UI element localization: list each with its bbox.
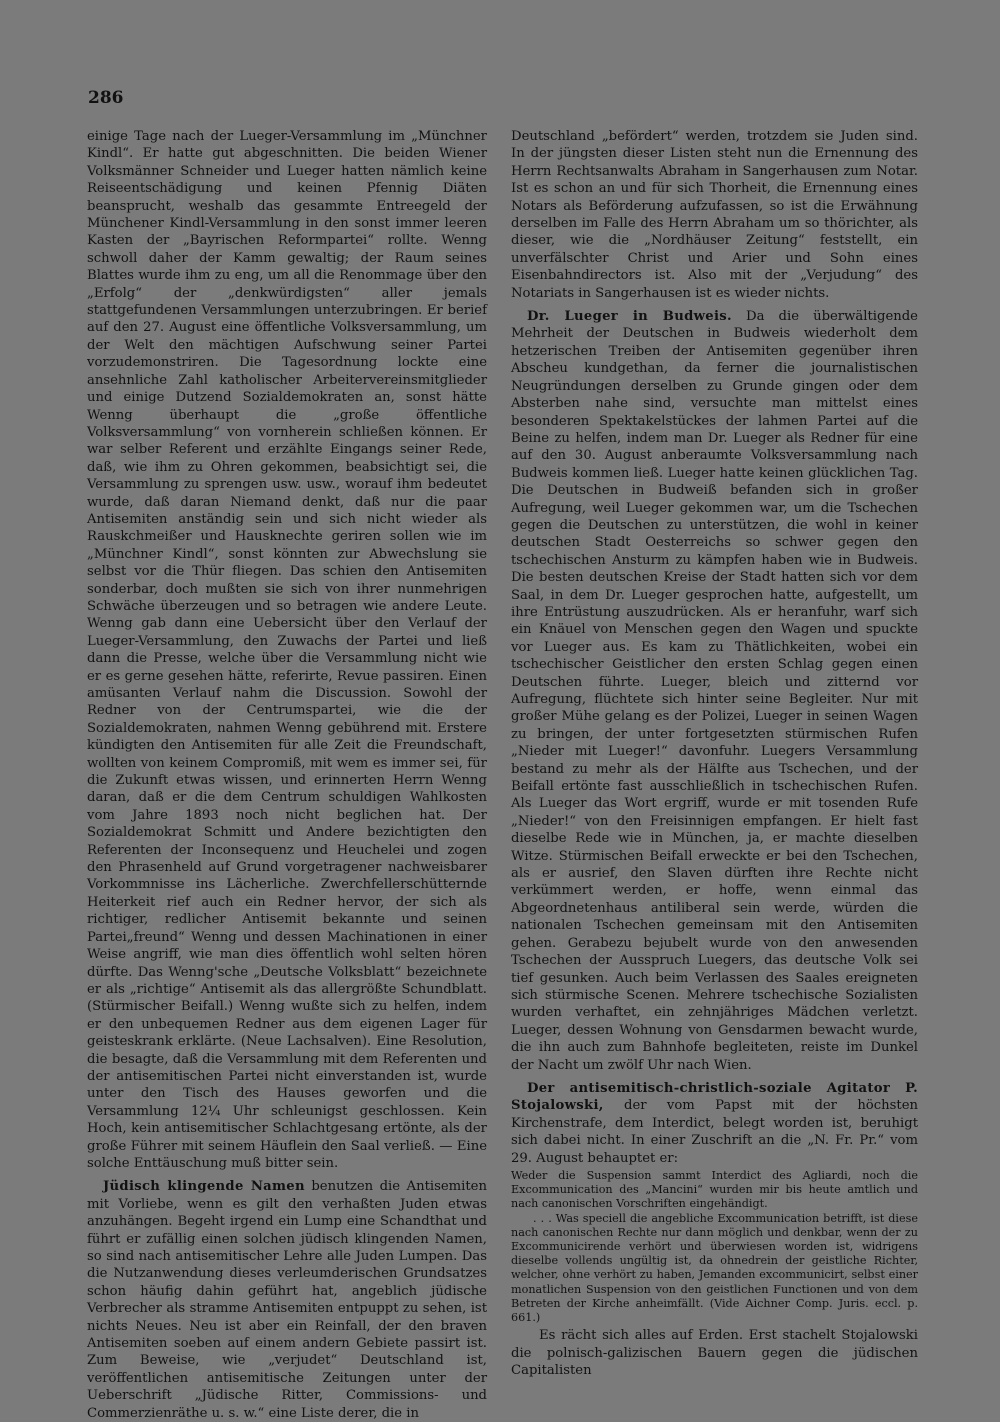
section-text-stojalowski: der vom Papst mit der höchsten Kirchenstrafe, dem Interdict, belegt worden ist, beruhigt sich dabei nicht. In einer Zuschrift an die „N. Fr. Pr.“ vom 29. August behauptet er:	[511, 1098, 918, 1166]
article-paragraph-juedische-namen	[87, 1178, 487, 1422]
quote-paragraph: Weder die Suspension sammt Interdict des Agliardi, noch die Excommunication des „Mancini“ wurden mir bis heute amtlich und nach canonischen Vorschriften eingehändigt.	[511, 1168, 918, 1211]
section-text-lueger-budweis: Da die überwältigende Mehrheit der Deutschen in Budweis wiederholt dem hetzerischen Treiben der Antisemiten gegenüber ihren Abscheu kundgethan, da ferner die journalistischen Neugründungen derselben zu Grunde gingen oder dem Absterben nahe sind, versuchte man mittelst eines besonderen Spektakelstückes der lahmen Partei auf die Beine zu helfen, indem man Dr. Lueger als Redner für eine auf den 30. August anberaumte Volksversammlung nach Budweis kommen ließ. Lueger hatte keinen glücklichen Tag. Die Deutschen in Budweiß befanden sich in großer Aufregung, weil Lueger gekommen war, um die Tschechen gegen die Deutschen zu unterstützen, die wohl in keiner deutschen Stadt Oesterreichs so schwer gegen den tschechischen Ansturm zu kämpfen haben wie in Budweis. Die besten deutschen Kreise der Stadt hatten sich vor dem Saal, in dem Dr. Lueger gesprochen hatte, aufgestellt, um ihre Entrüstung auszudrücken. Als er heranfuhr, warf sich ein Knäuel von Menschen gegen den Wagen und spuckte vor Lueger aus. Es kam zu Thätlichkeiten, wobei ein tschechischer Geistlicher den ersten Schlag gegen einen Deutschen führte. Lueger, bleich und zitternd vor Aufregung, flüchtete sich hinter seine Begleiter. Nur mit großer Mühe gelang es der Polizei, Lueger in seinen Wagen zu bringen, der unter fortgesetzten stürmischen Rufen „Nieder mit Lueger!“ davonfuhr. Luegers Versammlung bestand zu mehr als der Hälfte aus Tschechen, und der Beifall ertönte fast ausschließlich in tschechischen Rufen. Als Lueger das Wort ergriff, wurde er mit tosenden Rufe „Nieder!“ von den Freisinnigen empfangen. Er hielt fast dieselbe Rede wie in München, ja, er machte dieselben Witze. Stürmischen Beifall erweckte er bei den Tschechen, als er ausrief, den Slaven dürften ihre Rechte nicht verkümmert werden, er hoffe, wenn einmal das Abgeordnetenhaus antiliberal sein werde, würden die nationalen Tschechen gemeinsam mit den Antisemiten gehen. Gerabezu bejubelt wurde von den anwesenden Tschechen der Ausspruch Luegers, das deutsche Volk sei tief gesunken. Auch beim Verlassen des Saales ereigneten sich stürmische Scenen. Mehrere tschechische Sozialisten wurden verhaftet, ein zehnjähriges Mädchen verletzt. Lueger, dessen Wohnung von Gensdarmen bewacht wurde, die ihn auch zum Bahnhofe begleiteten, reiste im Dunkel der Nacht um zwölf Uhr nach Wien.	[511, 309, 918, 1073]
block-quote	[511, 1169, 918, 1325]
left-column	[87, 128, 487, 1422]
section-heading-stojalowski: Der antisemitisch-christlich-soziale Agitator P. Stojalowski,	[511, 1080, 918, 1114]
section-heading-lueger-budweis: Dr. Lueger in Budweis.	[527, 309, 732, 325]
section-heading-juedische-namen: Jüdisch klingende Namen	[103, 1179, 305, 1195]
closing-paragraph: Es rächt sich alles auf Erden. Erst stachelt Stojalowski die polnisch-galizischen Bauern gegen die jüdischen Capitalisten	[511, 1328, 918, 1379]
article-paragraph-lueger-budweis	[511, 308, 918, 1074]
right-column	[511, 128, 918, 1379]
quote-paragraph: . . . Was speciell die angebliche Excommunication betrifft, ist diese nach canonischen Rechte nur dann möglich und denkbar, wenn der zu Excommunicirende verhört und überwiesen worden ist, widrigens dieselbe vollends ungültig ist, da ohnedrein der geistliche Richter, welcher, ohne verhört zu haben, Jemanden excommunicirt, selbst einer monatlichen Suspension von den geistlichen Functionen und von dem Betreten der Kirche anheimfällt. (Vide Aichner Comp. Juris. eccl. p. 661.)	[511, 1211, 918, 1324]
page-number: 286	[88, 88, 124, 108]
article-paragraph-abraham: Deutschland „befördert“ werden, trotzdem sie Juden sind. In der jüngsten dieser Listen steht nun die Ernennung des Herrn Rechtsanwalts Abraham in Sangerhausen zum Notar. Ist es schon an und für sich Thorheit, die Ernennung eines Notars als Beförderung aufzufassen, so ist die Erwähnung derselben im Falle des Herrn Abraham um so thörichter, als dieser, wie die „Nordhäuser Zeitung“ feststellt, ein unverfälschter Christ und Arier und Sohn eines Eisenbahndirectors ist. Also mit der „Verjudung“ des Notariats in Sangerhausen ist es wieder nichts.	[511, 129, 918, 301]
article-paragraph-stojalowski	[511, 1080, 918, 1167]
section-text-juedische-namen: benutzen die Antisemiten mit Vorliebe, wenn es gilt den verhaßten Juden etwas anzuhängen. Begeht irgend ein Lump eine Schandthat und führt er zufällig einen solchen jüdisch klingenden Namen, so sind nach antisemitischer Lehre alle Juden Lumpen. Das die Nutzanwendung dieses verleumderischen Grundsatzes schon häufig dahin geführt hat, angeblich jüdische Verbrecher als stramme Antisemiten entpuppt zu sehen, ist nichts Neues. Neu ist aber ein Reinfall, der den braven Antisemiten soeben auf einem andern Gebiete passirt ist. Zum Beweise, wie „verjudet“ Deutschland ist, veröffentlichen antisemitische Zeitungen unter der Ueberschrift „Jüdische Ritter, Commissions- und Commerzienräthe u. s. w.“ eine Liste derer, die in	[87, 1179, 487, 1421]
article-paragraph-wenng: einige Tage nach der Lueger-Versammlung im „Münchner Kindl“. Er hatte gut abgeschnitten. Die beiden Wiener Volksmänner Schneider und Lueger hatten nämlich keine Reiseentschädigung und keinen Pfennig Diäten beansprucht, weshalb das gesammte Entreegeld der Münchener Kindl-Versammlung in den sonst immer leeren Kasten der „Bayrischen Reformpartei“ rollte. Wenng schwoll daher der Kamm gewaltig; der Raum seines Blattes wurde ihm zu eng, um all die Renommage über den „Erfolg“ der „denkwürdigsten“ aller jemals stattgefundenen Versammlungen unterzubringen. Er berief auf den 27. August eine öffentliche Volksversammlung, um der Welt den mächtigen Aufschwung seiner Partei vorzudemonstriren. Die Tagesordnung lockte eine ansehnliche Zahl katholischer Arbeitervereinsmitglieder und einige Dutzend Sozialdemokraten an, sonst hätte Wenng überhaupt die „große öffentliche Volksversammlung“ von vornherein schließen können. Er war selber Referent und erzählte Eingangs seiner Rede, daß, wie ihm zu Ohren gekommen, beabsichtigt sei, die Versammlung zu sprengen usw. usw., worauf ihm bedeutet wurde, daß daran Niemand denkt, daß nur die paar Antisemiten anständig sein und sich nicht wieder als Rauskchmeißer und Hausknechte geriren sollen wie im „Münchner Kindl“, sonst könnten zur Abwechslung sie selbst vor die Thür fliegen. Das schien den Antisemiten sonderbar, doch mußten sie sich von ihrer nunmehrigen Schwäche überzeugen und so betragen wie andere Leute. Wenng gab dann eine Uebersicht über den Verlauf der Lueger-Versammlung, den Zuwachs der Partei und ließ dann die Presse, welche über die Versammlung nicht wie er es gerne gesehen hätte, referirte, Revue passiren. Einen amüsanten Verlauf nahm die Discussion. Sowohl der Redner von der Centrumspartei, wie die der Sozialdemokraten, nahmen Wenng gebührend mit. Erstere kündigten den Antisemiten für alle Zeit die Freundschaft, wollten von keinem Compromiß, mit wem es immer sei, für die Zukunft etwas wissen, und erinnerten Herrn Wenng daran, daß er die dem Centrum schuldigen Wahlkosten vom Jahre 1893 noch nicht beglichen hat. Der Sozialdemokrat Schmitt und Andere bezichtigten den Referenten der Inconsequenz und Heuchelei und zogen den Phrasenheld auf Grund vorgetragener nachweisbarer Vorkommnisse ins Lächerliche. Zwerchfellerschütternde Heiterkeit rief auch ein Redner hervor, der sich als richtiger, redlicher Antisemit bekannte und seinen Partei„freund“ Wenng und dessen Machinationen in einer Weise angriff, wie man dies öffentlich wohl selten hören dürfte. Das Wenng'sche „Deutsche Volksblatt“ bezeichnete er als „richtige“ Antisemit als das allergrößte Schundblatt. (Stürmischer Beifall.) Wenng wußte sich zu helfen, indem er den unbequemen Redner aus dem eigenen Lager für geisteskrank erklärte. (Neue Lachsalven). Eine Resolution, die besagte, daß die Versammlung mit dem Referenten und der antisemitischen Partei nicht einverstanden ist, wurde unter den Tisch des Hauses geworfen und die Versammlung 12¼ Uhr schleunigst geschlossen. Kein Hoch, kein antisemitischer Schlachtgesang ertönte, als der große Führer mit seinem Häuflein den Saal verließ. — Eine solche Enttäuschung muß bitter sein.	[87, 129, 487, 1171]
